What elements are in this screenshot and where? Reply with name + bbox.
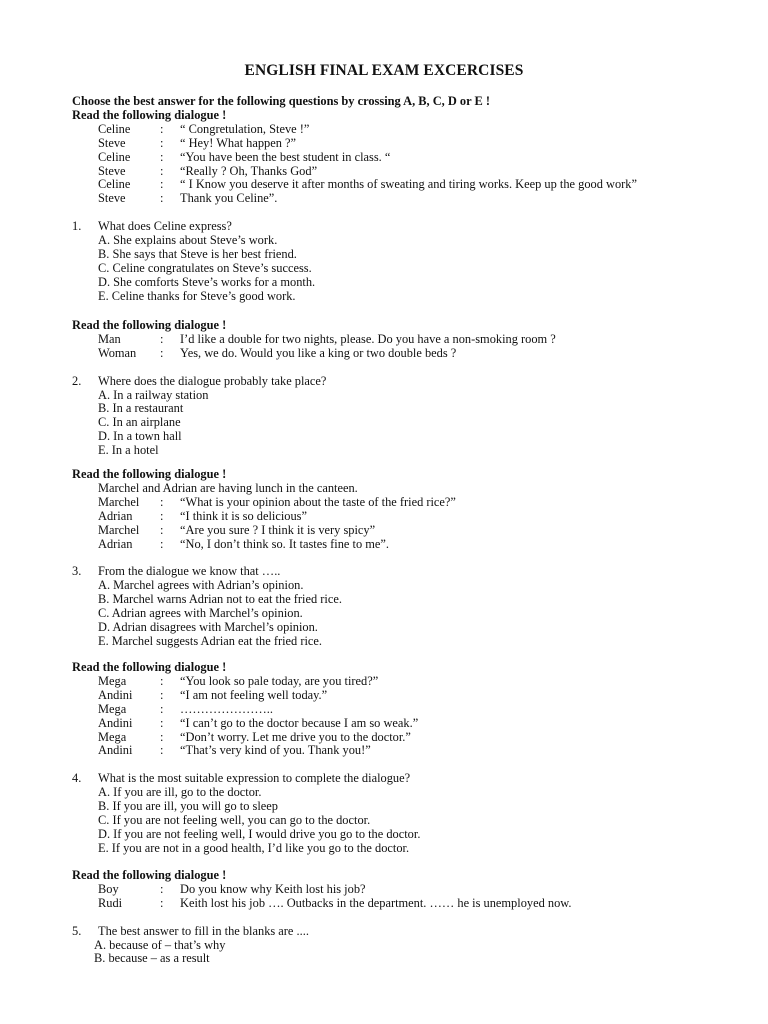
dialogue-speaker: Marchel [98,522,140,537]
dialogue-line: Thank you Celine”. [180,191,278,206]
dialogue-speaker: Steve [98,163,126,178]
dialogue-speaker: Adrian [98,536,133,551]
dialogue-colon: : [160,163,164,178]
answer-option: E. In a hotel [98,443,159,458]
section-heading: Read the following dialogue ! [72,660,227,674]
dialogue-speaker: Man [98,331,121,346]
dialogue-speaker: Andini [98,687,133,702]
dialogue-speaker: Celine [98,177,131,192]
dialogue-line: Yes, we do. Would you like a king or two double beds ? [180,345,457,360]
dialogue-colon: : [160,729,164,744]
answer-option: E. If you are not in a good health, I’d like you go to the doctor. [98,840,410,855]
dialogue-line: “That’s very kind of you. Thank you!” [180,743,371,758]
dialogue-line: ………………….. [180,701,273,716]
dialogue-speaker: Steve [98,191,126,206]
dialogue-speaker: Celine [98,121,131,136]
answer-option: B. If you are ill, you will go to sleep [98,799,278,813]
answer-option: C. Celine congratulates on Steve’s success. [98,260,312,275]
dialogue-colon: : [160,191,164,206]
dialogue-speaker: Mega [98,673,127,688]
dialogue-line: “I think it is so delicious” [180,508,307,523]
dialogue-line: “You have been the best student in class. “ [180,149,391,164]
dialogue-line: “I am not feeling well today.” [180,687,328,702]
question-text: Where does the dialogue probably take place? [98,373,327,388]
answer-option: D. In a town hall [98,429,182,444]
dialogue-colon: : [160,494,164,509]
answer-option: D. If you are not feeling well, I would drive you go to the doctor. [98,826,421,841]
dialogue-speaker: Andini [98,715,133,730]
answer-option: E. Marchel suggests Adrian eat the fried rice. [98,633,322,648]
dialogue-line: “I can’t go to the doctor because I am so weak.” [180,715,419,730]
dialogue-speaker: Adrian [98,508,133,523]
dialogue-speaker: Mega [98,729,127,744]
dialogue-line: Keith lost his job …. Outbacks in the department. …… he is unemployed now. [180,895,572,910]
question-text: The best answer to fill in the blanks are .... [98,923,309,938]
instruction-text: Choose the best answer for the following questions by crossing A, B, C, D or E ! [72,94,490,108]
dialogue-colon: : [160,135,164,150]
dialogue-speaker: Andini [98,743,133,758]
section-heading: Read the following dialogue ! [72,467,227,481]
dialogue-colon: : [160,743,164,758]
dialogue-colon: : [160,536,164,551]
dialogue-colon: : [160,149,164,164]
answer-option: C. In an airplane [98,415,181,430]
answer-option: B. Marchel warns Adrian not to eat the fried rice. [98,592,342,607]
dialogue-line: “Are you sure ? I think it is very spicy” [180,522,376,537]
dialogue-speaker: Steve [98,135,126,150]
dialogue-line: “No, I don’t think so. It tastes fine to me”. [180,536,389,551]
question-text: From the dialogue we know that ….. [98,564,281,579]
section-heading: Read the following dialogue ! [72,318,227,332]
answer-option: C. If you are not feeling well, you can go to the doctor. [98,812,371,827]
page-title: ENGLISH FINAL EXAM EXCERCISES [244,62,524,79]
dialogue-line: “What is your opinion about the taste of the fried rice?” [180,494,456,509]
question-number: 1. [72,219,82,234]
dialogue-line: “You look so pale today, are you tired?” [180,673,379,688]
dialogue-speaker: Marchel [98,494,140,509]
dialogue-line: “Don’t worry. Let me drive you to the doctor.” [180,729,411,744]
answer-option: A. Marchel agrees with Adrian’s opinion. [98,578,304,593]
question-text: What does Celine express? [98,219,232,234]
dialogue-colon: : [160,508,164,523]
answer-option: B. because – as a result [94,951,210,966]
question-number: 4. [72,771,82,786]
dialogue-colon: : [160,687,164,702]
dialogue-colon: : [160,177,164,192]
dialogue-line: Do you know why Keith lost his job? [180,881,366,896]
dialogue-colon: : [160,522,164,537]
question-number: 2. [72,373,82,388]
dialogue-colon: : [160,881,164,896]
section-heading: Read the following dialogue ! [72,107,227,122]
question-number: 3. [72,564,82,579]
answer-option: C. Adrian agrees with Marchel’s opinion. [98,606,303,620]
answer-option: B. She says that Steve is her best friend. [98,246,297,261]
question-text: What is the most suitable expression to complete the dialogue? [98,771,411,786]
dialogue-colon: : [160,895,164,910]
dialogue-colon: : [160,715,164,730]
section-heading: Read the following dialogue ! [72,868,227,882]
dialogue-line: “ Hey! What happen ?” [180,135,297,150]
answer-option: A. If you are ill, go to the doctor. [98,785,262,800]
answer-option: D. She comforts Steve’s works for a month. [98,274,316,289]
answer-option: B. In a restaurant [98,401,184,416]
dialogue-line: “ Congretulation, Steve !” [180,121,310,136]
question-number: 5. [72,923,82,938]
dialogue-speaker: Woman [98,345,137,360]
dialogue-line: “Really ? Oh, Thanks God” [180,163,318,178]
answer-option: A. because of – that’s why [94,937,226,952]
dialogue-colon: : [160,701,164,716]
dialogue-speaker: Celine [98,149,131,164]
dialogue-colon: : [160,121,164,136]
dialogue-speaker: Mega [98,701,127,716]
dialogue-line: I’d like a double for two nights, please. Do you have a non-smoking room ? [180,331,556,346]
dialogue-line: “ I Know you deserve it after months of sweating and tiring works. Keep up the good work” [180,177,637,192]
dialogue-colon: : [160,345,164,360]
dialogue-speaker: Boy [98,881,119,896]
dialogue-colon: : [160,673,164,688]
answer-option: D. Adrian disagrees with Marchel’s opinion. [98,619,318,634]
answer-option: E. Celine thanks for Steve’s good work. [98,288,296,303]
dialogue-colon: : [160,331,164,346]
dialogue-speaker: Rudi [98,895,123,910]
dialogue-intro: Marchel and Adrian are having lunch in the canteen. [98,480,358,495]
answer-option: A. She explains about Steve’s work. [98,233,278,247]
answer-option: A. In a railway station [98,387,209,402]
